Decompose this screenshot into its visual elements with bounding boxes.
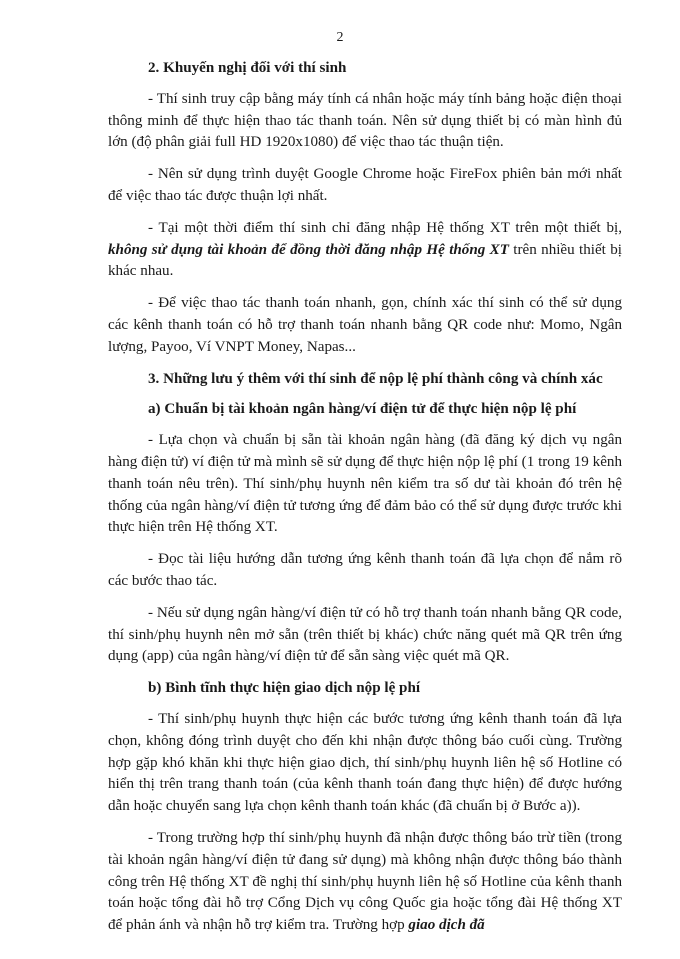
paragraph-text: trên nhiều thiết bị khác nhau. [108, 241, 622, 280]
subsection-b-paragraph-1: - Thí sinh/phụ huynh thực hiện các bước tương ứng kênh thanh toán đã lựa chọn, không đóng trình duyệt cho đến khi nhận được thông báo cuối cùng. Trường hợp gặp khó khăn khi thực hiện giao dịch, thí sinh/phụ huynh liên hệ số Hotline có hiển thị trên trang thanh toán (của kênh thanh toán đang thực hiện) để được hướng dẫn hoặc chuyển sang lựa chọn kênh thanh toán khác (đã chuẩn bị ở Bước a)). [108, 710, 622, 815]
paragraph-text: - Tại một thời điểm thí sinh chỉ đăng nhập Hệ thống XT trên một thiết bị, [148, 219, 622, 236]
subsection-b-heading: b) Bình tĩnh thực hiện giao dịch nộp lệ phí [148, 680, 421, 697]
section-2-heading: 2. Khuyến nghị đối với thí sinh [148, 60, 347, 76]
subsection-a-paragraph-2: - Đọc tài liệu hướng dẫn tương ứng kênh thanh toán đã lựa chọn để nắm rõ các bước thao tác. [108, 551, 622, 589]
page-number: 2 [336, 30, 344, 45]
section-2-paragraph-3 [108, 218, 622, 283]
subsection-a-heading: a) Chuẩn bị tài khoản ngân hàng/ví điện tử để thực hiện nộp lệ phí [148, 401, 577, 418]
section-2-paragraph-1: - Thí sinh truy cập bằng máy tính cá nhân hoặc máy tính bảng hoặc điện thoại thông minh để thực hiện thao tác thanh toán. Nên sử dụng thiết bị có màn hình đủ lớn (độ phân giải full HD 1920x1080) để việc thao tác thuận tiện. [108, 90, 622, 151]
emphasis-text: giao dịch đã [408, 917, 485, 934]
section-2-paragraph-2: - Nên sử dụng trình duyệt Google Chrome hoặc FireFox phiên bản mới nhất để việc thao tác được thuận lợi nhất. [108, 166, 622, 204]
emphasis-text: không sử dụng tài khoản để đồng thời đăng nhập Hệ thống XT [108, 241, 509, 258]
section-3-heading: 3. Những lưu ý thêm với thí sinh để nộp lệ phí thành công và chính xác [148, 370, 603, 387]
subsection-a-paragraph-3: - Nếu sử dụng ngân hàng/ví điện tử có hỗ trợ thanh toán nhanh bằng QR code, thí sinh/phụ huynh nên mở sẵn (trên thiết bị khác) chức năng quét mã QR trên ứng dụng (app) của ngân hàng/ví điện tử để sẵn sàng việc quét mã QR. [108, 604, 622, 665]
paragraph-text: - Trong trường hợp thí sinh/phụ huynh đã nhận được thông báo trừ tiền (trong tài khoản ngân hàng/ví điện tử đang sử dụng) mà không nhận được thông báo thành công trên Hệ thống XT đề nghị thí sinh/phụ huynh liên hệ số Hotline của kênh thanh toán hoặc tổng đài hỗ trợ Cổng Dịch vụ công Quốc gia hoặc tổng đài Hệ thống XT để phản ánh và nhận hỗ trợ kiểm tra. Trường hợp [108, 829, 622, 934]
subsection-a-paragraph-1: - Lựa chọn và chuẩn bị sẵn tài khoản ngân hàng (đã đăng ký dịch vụ ngân hàng điện tử) ví điện tử mà mình sẽ sử dụng để thực hiện nộp lệ phí (1 trong 19 kênh thanh toán nêu trên). Thí sinh/phụ huynh nên kiểm tra số dư tài khoản đó trên hệ thống của ngân hàng/ví điện tử tương ứng để đảm bảo có thể sử dụng được trước khi thực hiện trên Hệ thống XT. [108, 432, 622, 536]
section-2-paragraph-4: - Để việc thao tác thanh toán nhanh, gọn, chính xác thí sinh có thể sử dụng các kênh thanh toán có hỗ trợ thanh toán nhanh bằng QR code như: Momo, Ngân lượng, Payoo, Ví VNPT Money, Napas... [108, 295, 622, 355]
subsection-b-paragraph-2 [108, 828, 622, 937]
document-body [108, 58, 622, 947]
